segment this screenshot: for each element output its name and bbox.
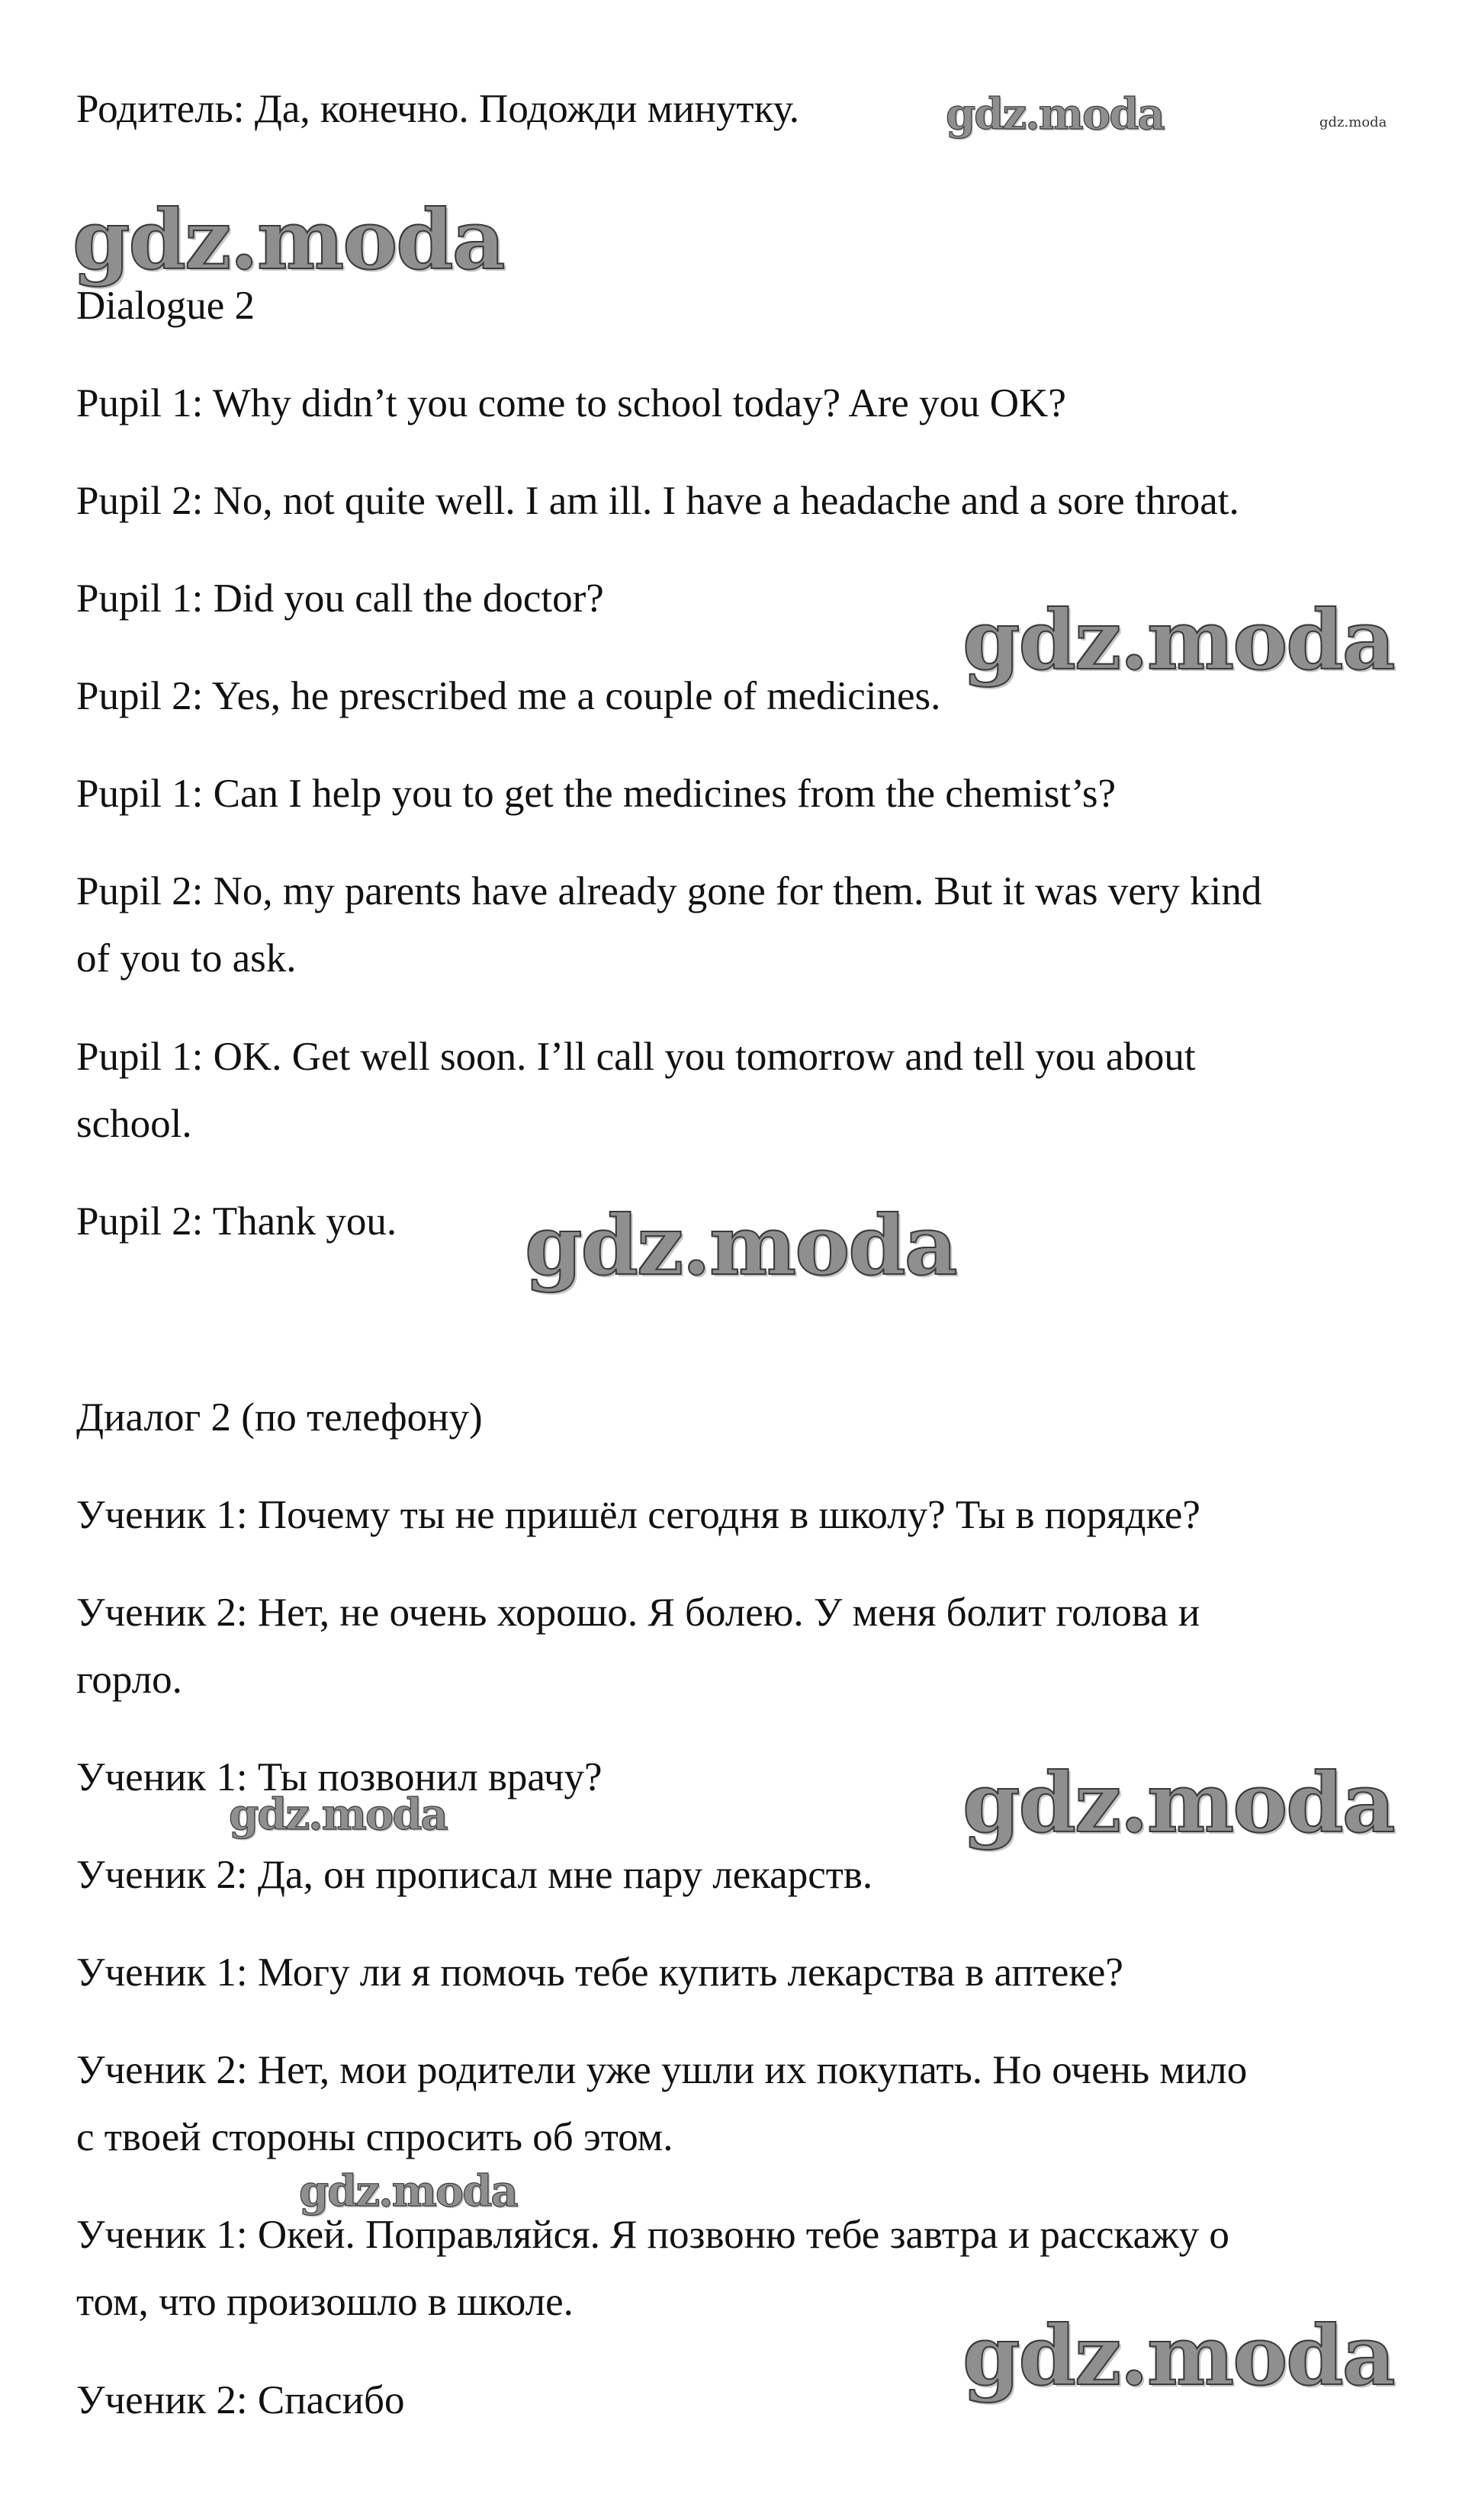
dialogue-heading: Dialogue 2 (76, 284, 255, 328)
dialogue-line: Pupil 2: No, not quite well. I am ill. I have a headache and a sore throat. (76, 479, 1239, 523)
watermark: gdz.moda (962, 2308, 1394, 2404)
dialogue-line: Pupil 1: Why didn’t you come to school today? Are you OK? (76, 381, 1066, 425)
dialogue-line: Pupil 1: Can I help you to get the medicines from the chemist’s? (76, 772, 1117, 816)
dialogue-line: Pupil 2: Yes, he prescribed me a couple of medicines. (76, 674, 941, 718)
dialogue-line: Ученик 2: Спасибо (76, 2378, 405, 2422)
dialogue-line: Pupil 2: Thank you. (76, 1199, 397, 1244)
text-line: Родитель: Да, конечно. Подожди минутку. (76, 87, 800, 131)
dialogue-line: горло. (76, 1658, 182, 1702)
watermark: gdz.moda (1319, 114, 1387, 130)
watermark: gdz.moda (72, 192, 504, 288)
dialogue-line: Pupil 1: Did you call the doctor? (76, 576, 604, 621)
dialogue-line: of you to ask. (76, 936, 297, 981)
dialogue-line: с твоей стороны спросить об этом. (76, 2115, 673, 2159)
watermark: gdz.moda (962, 1755, 1394, 1851)
dialogue-line: Ученик 1: Могу ли я помочь тебе купить лекарства в аптеке? (76, 1950, 1123, 1995)
watermark: gdz.moda (946, 89, 1164, 140)
watermark: gdz.moda (962, 592, 1394, 689)
dialogue-line: Ученик 2: Нет, не очень хорошо. Я болею. У меня болит голова и (76, 1591, 1200, 1635)
watermark: gdz.moda (525, 1198, 956, 1294)
dialogue-line: Pupil 2: No, my parents have already gone for them. But it was very kind (76, 869, 1262, 913)
dialogue-line: Ученик 2: Да, он прописал мне пару лекарств. (76, 1853, 873, 1897)
dialogue-line: school. (76, 1102, 192, 1146)
dialogue-line: Ученик 2: Нет, мои родители уже ушли их покупать. Но очень мило (76, 2048, 1248, 2092)
watermark: gdz.moda (299, 2166, 517, 2217)
dialogue-line: Pupil 1: OK. Get well soon. I’ll call you tomorrow and tell you about (76, 1035, 1196, 1079)
watermark: gdz.moda (229, 1790, 447, 1840)
dialogue-line: Ученик 1: Окей. Поправляйся. Я позвоню тебе завтра и расскажу о (76, 2213, 1229, 2257)
dialogue-line: Ученик 1: Почему ты не пришёл сегодня в школу? Ты в порядке? (76, 1493, 1200, 1537)
dialogue-line: Ученик 1: Ты позвонил врачу? (76, 1755, 603, 1799)
dialogue-line: том, что произошло в школе. (76, 2280, 574, 2324)
dialogue-heading: Диалог 2 (по телефону) (76, 1395, 483, 1440)
